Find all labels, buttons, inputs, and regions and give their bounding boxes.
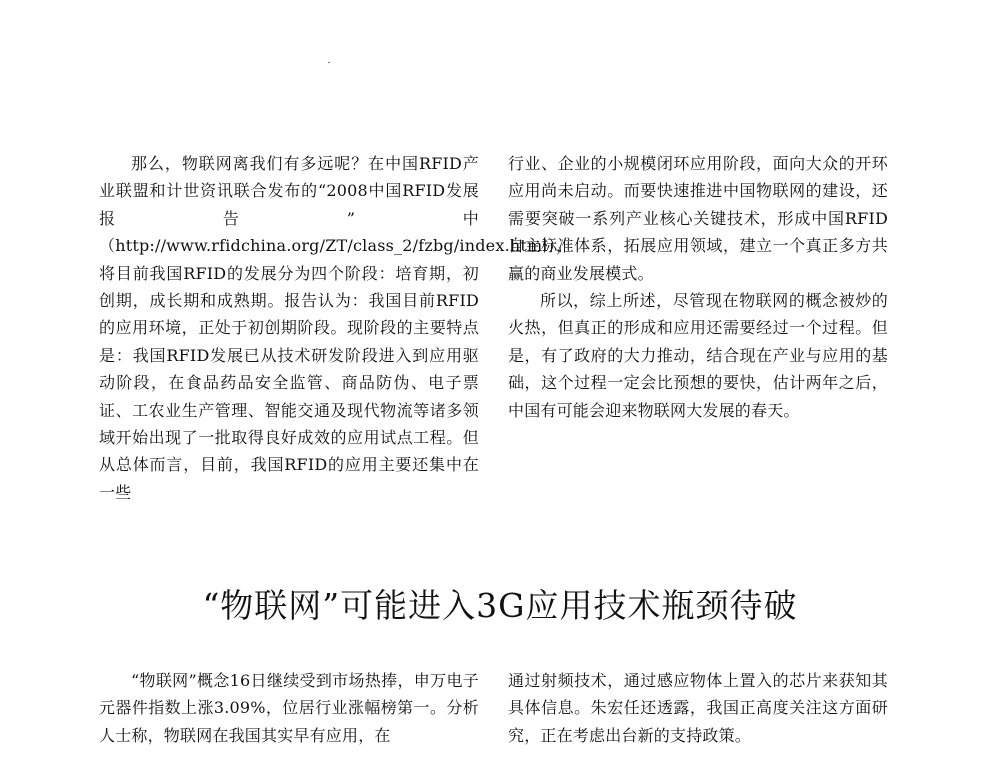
article2-left-paragraph-1: “物联网”概念16日继续受到市场热捧，申万电子元器件指数上涨3.09%，位居行业涨幅榜第一。分析人士称，物联网在我国其实早有应用，在	[99, 671, 479, 745]
scan-mark	[328, 62, 330, 63]
article2-right-paragraph-1: 通过射频技术，通过感应物体上置入的芯片来获知其具体信息。朱宏任还透露，我国正高度关注这方面研究，正在考虑出台新的支持政策。	[508, 671, 888, 745]
article1-right-column	[508, 150, 888, 424]
article1-left-paragraph-1: 那么，物联网离我们有多远呢？在中国RFID产业联盟和计世资讯联合发布的“2008中国RFID发展报告”中（http://www.rfidchina.org/ZT/class_2/fzbg/index.html），将目前我国RFID的发展分为四个阶段：培育期，初创期，成长期和成熟期。报告认为：我国目前RFID的应用环境，正处于初创期阶段。现阶段的主要特点是：我国RFID发展已从技术研发阶段进入到应用驱动阶段，在食品药品安全监管、商品防伪、电子票证、工农业生产管理、智能交通及现代物流等诸多领域开始出现了一批取得良好成效的应用试点工程。但从总体而言，目前，我国RFID的应用主要还集中在一些	[99, 154, 573, 502]
article2-left-column	[99, 667, 479, 749]
article1-right-paragraph-2: 所以，综上所述，尽管现在物联网的概念被炒的火热，但真正的形成和应用还需要经过一个过程。但是，有了政府的大力推动，结合现在产业与应用的基础，这个过程一定会比预想的要快，估计两年之后，中国有可能会迎来物联网大发展的春天。	[508, 291, 888, 420]
article1-right-paragraph-1: 行业、企业的小规模闭环应用阶段，面向大众的开环应用尚未启动。而要快速推进中国物联网的建设，还需要突破一系列产业核心关键技术，形成中国RFID自主标准体系，拓展应用领域，建立一个真正多方共赢的商业发展模式。	[508, 154, 888, 283]
article2-right-column	[508, 667, 888, 749]
article1-left-column	[99, 150, 573, 506]
article2-headline: “物联网”可能进入3G应用技术瓶颈待破	[202, 586, 798, 625]
